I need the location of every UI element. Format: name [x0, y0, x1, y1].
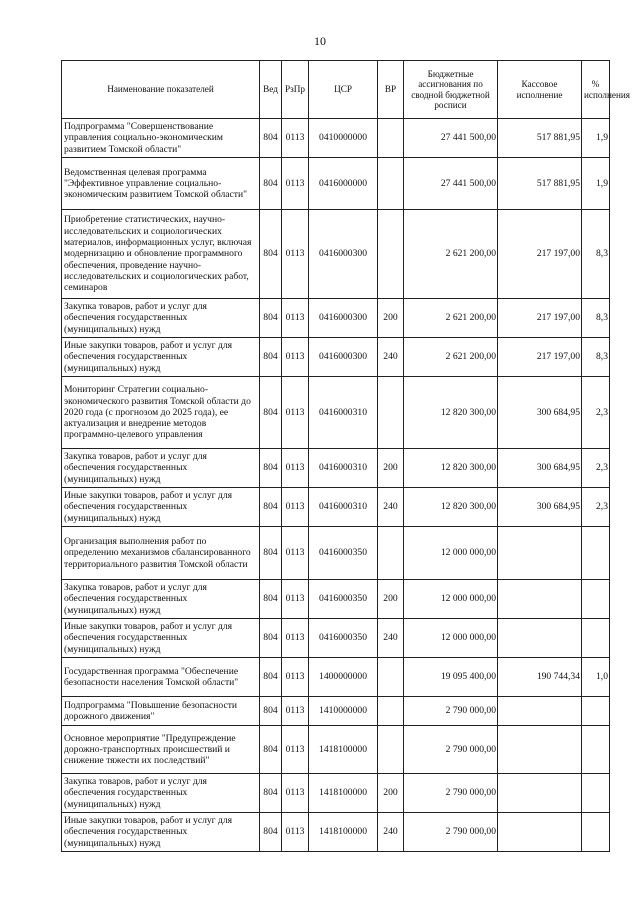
table-row	[62, 813, 610, 852]
table-row	[62, 158, 610, 210]
cell-ved: 804	[260, 488, 282, 527]
cell-vr	[378, 210, 404, 299]
cell-percent: 2,3	[582, 449, 610, 488]
cell-csr: 0416000310	[309, 377, 378, 449]
cell-ved: 804	[260, 119, 282, 158]
cell-percent: 8,3	[582, 338, 610, 377]
cell-rzpr: 0113	[282, 158, 309, 210]
cell-rzpr: 0113	[282, 377, 309, 449]
cell-ved: 804	[260, 449, 282, 488]
cell-vr: 200	[378, 299, 404, 338]
cell-cash: 300 684,95	[498, 449, 582, 488]
cell-ved: 804	[260, 158, 282, 210]
cell-name: Государственная программа "Обеспечение безопасности населения Томской области"	[62, 658, 260, 697]
cell-vr: 200	[378, 449, 404, 488]
cell-percent: 1,9	[582, 158, 610, 210]
header-csr: ЦСР	[309, 61, 378, 119]
cell-ved: 804	[260, 774, 282, 813]
header-name: Наименование показателей	[62, 61, 260, 119]
cell-rzpr: 0113	[282, 697, 309, 726]
table-row	[62, 658, 610, 697]
header-ved: Вед	[260, 61, 282, 119]
page-number: 10	[314, 34, 326, 48]
cell-cash	[498, 580, 582, 619]
table-row	[62, 119, 610, 158]
cell-rzpr: 0113	[282, 210, 309, 299]
cell-rzpr: 0113	[282, 619, 309, 658]
cell-vr	[378, 658, 404, 697]
cell-rzpr: 0113	[282, 338, 309, 377]
cell-assignments: 2 790 000,00	[404, 774, 498, 813]
cell-csr: 0416000350	[309, 527, 378, 580]
cell-csr: 0416000000	[309, 158, 378, 210]
cell-rzpr: 0113	[282, 299, 309, 338]
cell-name: Закупка товаров, работ и услуг для обеспечения государственных (муниципальных) нужд	[62, 449, 260, 488]
header-assignments: Бюджетные ассигнования по сводной бюджетной росписи	[404, 61, 498, 119]
cell-csr: 0416000350	[309, 619, 378, 658]
cell-vr: 200	[378, 774, 404, 813]
cell-percent	[582, 726, 610, 774]
table-row	[62, 527, 610, 580]
cell-ved: 804	[260, 338, 282, 377]
cell-cash	[498, 813, 582, 852]
cell-assignments: 2 621 200,00	[404, 210, 498, 299]
cell-name: Закупка товаров, работ и услуг для обеспечения государственных (муниципальных) нужд	[62, 299, 260, 338]
cell-cash	[498, 697, 582, 726]
cell-assignments: 19 095 400,00	[404, 658, 498, 697]
cell-csr: 0416000300	[309, 210, 378, 299]
table-row	[62, 697, 610, 726]
cell-percent: 8,3	[582, 299, 610, 338]
cell-cash: 517 881,95	[498, 158, 582, 210]
cell-csr: 0416000310	[309, 449, 378, 488]
budget-execution-table	[61, 60, 631, 852]
cell-cash: 300 684,95	[498, 377, 582, 449]
cell-csr: 1418100000	[309, 774, 378, 813]
cell-ved: 804	[260, 813, 282, 852]
cell-name: Иные закупки товаров, работ и услуг для обеспечения государственных (муниципальных) нужд	[62, 488, 260, 527]
cell-ved: 804	[260, 619, 282, 658]
table-row	[62, 210, 610, 299]
cell-name: Подпрограмма "Совершенствование управления социально-экономическим развитием Томской области"	[62, 119, 260, 158]
cell-percent	[582, 813, 610, 852]
table-row	[62, 449, 610, 488]
cell-vr	[378, 527, 404, 580]
cell-vr: 240	[378, 338, 404, 377]
cell-ved: 804	[260, 299, 282, 338]
cell-percent	[582, 580, 610, 619]
cell-csr: 0416000300	[309, 338, 378, 377]
cell-vr: 240	[378, 488, 404, 527]
cell-assignments: 12 820 300,00	[404, 488, 498, 527]
table-row	[62, 774, 610, 813]
header-vr: ВР	[378, 61, 404, 119]
table-row	[62, 299, 610, 338]
cell-cash	[498, 726, 582, 774]
cell-rzpr: 0113	[282, 119, 309, 158]
cell-assignments: 12 820 300,00	[404, 449, 498, 488]
cell-percent: 1,9	[582, 119, 610, 158]
cell-cash: 217 197,00	[498, 338, 582, 377]
cell-name: Подпрограмма "Повышение безопасности дорожного движения"	[62, 697, 260, 726]
cell-vr: 240	[378, 619, 404, 658]
table-row	[62, 726, 610, 774]
cell-vr	[378, 119, 404, 158]
cell-csr: 0410000000	[309, 119, 378, 158]
cell-percent: 1,0	[582, 658, 610, 697]
cell-ved: 804	[260, 580, 282, 619]
cell-name: Закупка товаров, работ и услуг для обеспечения государственных (муниципальных) нужд	[62, 774, 260, 813]
cell-rzpr: 0113	[282, 580, 309, 619]
table-row	[62, 580, 610, 619]
cell-cash: 517 881,95	[498, 119, 582, 158]
cell-rzpr: 0113	[282, 813, 309, 852]
cell-name: Иные закупки товаров, работ и услуг для обеспечения государственных (муниципальных) нужд	[62, 338, 260, 377]
cell-vr	[378, 158, 404, 210]
cell-rzpr: 0113	[282, 527, 309, 580]
cell-assignments: 12 000 000,00	[404, 527, 498, 580]
cell-vr: 200	[378, 580, 404, 619]
cell-name: Приобретение статистических, научно-исследовательских и социологических материалов, информационных услуг, включая модернизацию и обновление программного обеспечения, проведение научно-исследовательских и социологических работ, семинаров	[62, 210, 260, 299]
cell-ved: 804	[260, 726, 282, 774]
cell-assignments: 12 000 000,00	[404, 580, 498, 619]
cell-assignments: 2 790 000,00	[404, 697, 498, 726]
cell-cash: 217 197,00	[498, 299, 582, 338]
cell-csr: 1400000000	[309, 658, 378, 697]
cell-name: Иные закупки товаров, работ и услуг для обеспечения государственных (муниципальных) нужд	[62, 619, 260, 658]
table-row	[62, 619, 610, 658]
cell-percent: 8,3	[582, 210, 610, 299]
cell-csr: 1410000000	[309, 697, 378, 726]
cell-name: Мониторинг Стратегии социально-экономического развития Томской области до 2020 года (с прогнозом до 2025 года), ее актуализация и внедрение методов программно-целевого управления	[62, 377, 260, 449]
cell-cash	[498, 619, 582, 658]
cell-percent: 2,3	[582, 488, 610, 527]
cell-assignments: 2 621 200,00	[404, 338, 498, 377]
cell-percent	[582, 774, 610, 813]
cell-cash: 190 744,34	[498, 658, 582, 697]
cell-csr: 1418100000	[309, 813, 378, 852]
cell-assignments: 12 820 300,00	[404, 377, 498, 449]
cell-csr: 1418100000	[309, 726, 378, 774]
cell-assignments: 12 000 000,00	[404, 619, 498, 658]
cell-ved: 804	[260, 377, 282, 449]
cell-ved: 804	[260, 527, 282, 580]
cell-assignments: 2 790 000,00	[404, 813, 498, 852]
cell-assignments: 2 621 200,00	[404, 299, 498, 338]
table-header-row	[62, 61, 610, 119]
cell-percent	[582, 527, 610, 580]
table-row	[62, 338, 610, 377]
cell-percent	[582, 619, 610, 658]
cell-vr	[378, 726, 404, 774]
cell-vr	[378, 697, 404, 726]
cell-assignments: 27 441 500,00	[404, 119, 498, 158]
cell-percent	[582, 697, 610, 726]
cell-percent: 2,3	[582, 377, 610, 449]
cell-ved: 804	[260, 697, 282, 726]
cell-csr: 0416000300	[309, 299, 378, 338]
cell-vr: 240	[378, 813, 404, 852]
cell-name: Закупка товаров, работ и услуг для обеспечения государственных (муниципальных) нужд	[62, 580, 260, 619]
cell-rzpr: 0113	[282, 726, 309, 774]
cell-cash: 300 684,95	[498, 488, 582, 527]
cell-ved: 804	[260, 210, 282, 299]
cell-csr: 0416000350	[309, 580, 378, 619]
cell-rzpr: 0113	[282, 658, 309, 697]
cell-cash	[498, 774, 582, 813]
cell-name: Организация выполнения работ по определению механизмов сбалансированного территориального развития Томской области	[62, 527, 260, 580]
cell-ved: 804	[260, 658, 282, 697]
cell-rzpr: 0113	[282, 449, 309, 488]
table-row	[62, 488, 610, 527]
header-percent: % исполнения	[582, 61, 610, 119]
cell-rzpr: 0113	[282, 774, 309, 813]
cell-name: Основное мероприятие "Предупреждение дорожно-транспортных происшествий и снижение тяжести их последствий"	[62, 726, 260, 774]
cell-assignments: 2 790 000,00	[404, 726, 498, 774]
cell-rzpr: 0113	[282, 488, 309, 527]
table-row	[62, 377, 610, 449]
cell-cash: 217 197,00	[498, 210, 582, 299]
cell-name: Иные закупки товаров, работ и услуг для обеспечения государственных (муниципальных) нужд	[62, 813, 260, 852]
cell-assignments: 27 441 500,00	[404, 158, 498, 210]
header-cash: Кассовое исполнение	[498, 61, 582, 119]
header-rzpr: РзПр	[282, 61, 309, 119]
cell-csr: 0416000310	[309, 488, 378, 527]
cell-vr	[378, 377, 404, 449]
cell-cash	[498, 527, 582, 580]
cell-name: Ведомственная целевая программа "Эффективное управление социально-экономическим развитием Томской области"	[62, 158, 260, 210]
